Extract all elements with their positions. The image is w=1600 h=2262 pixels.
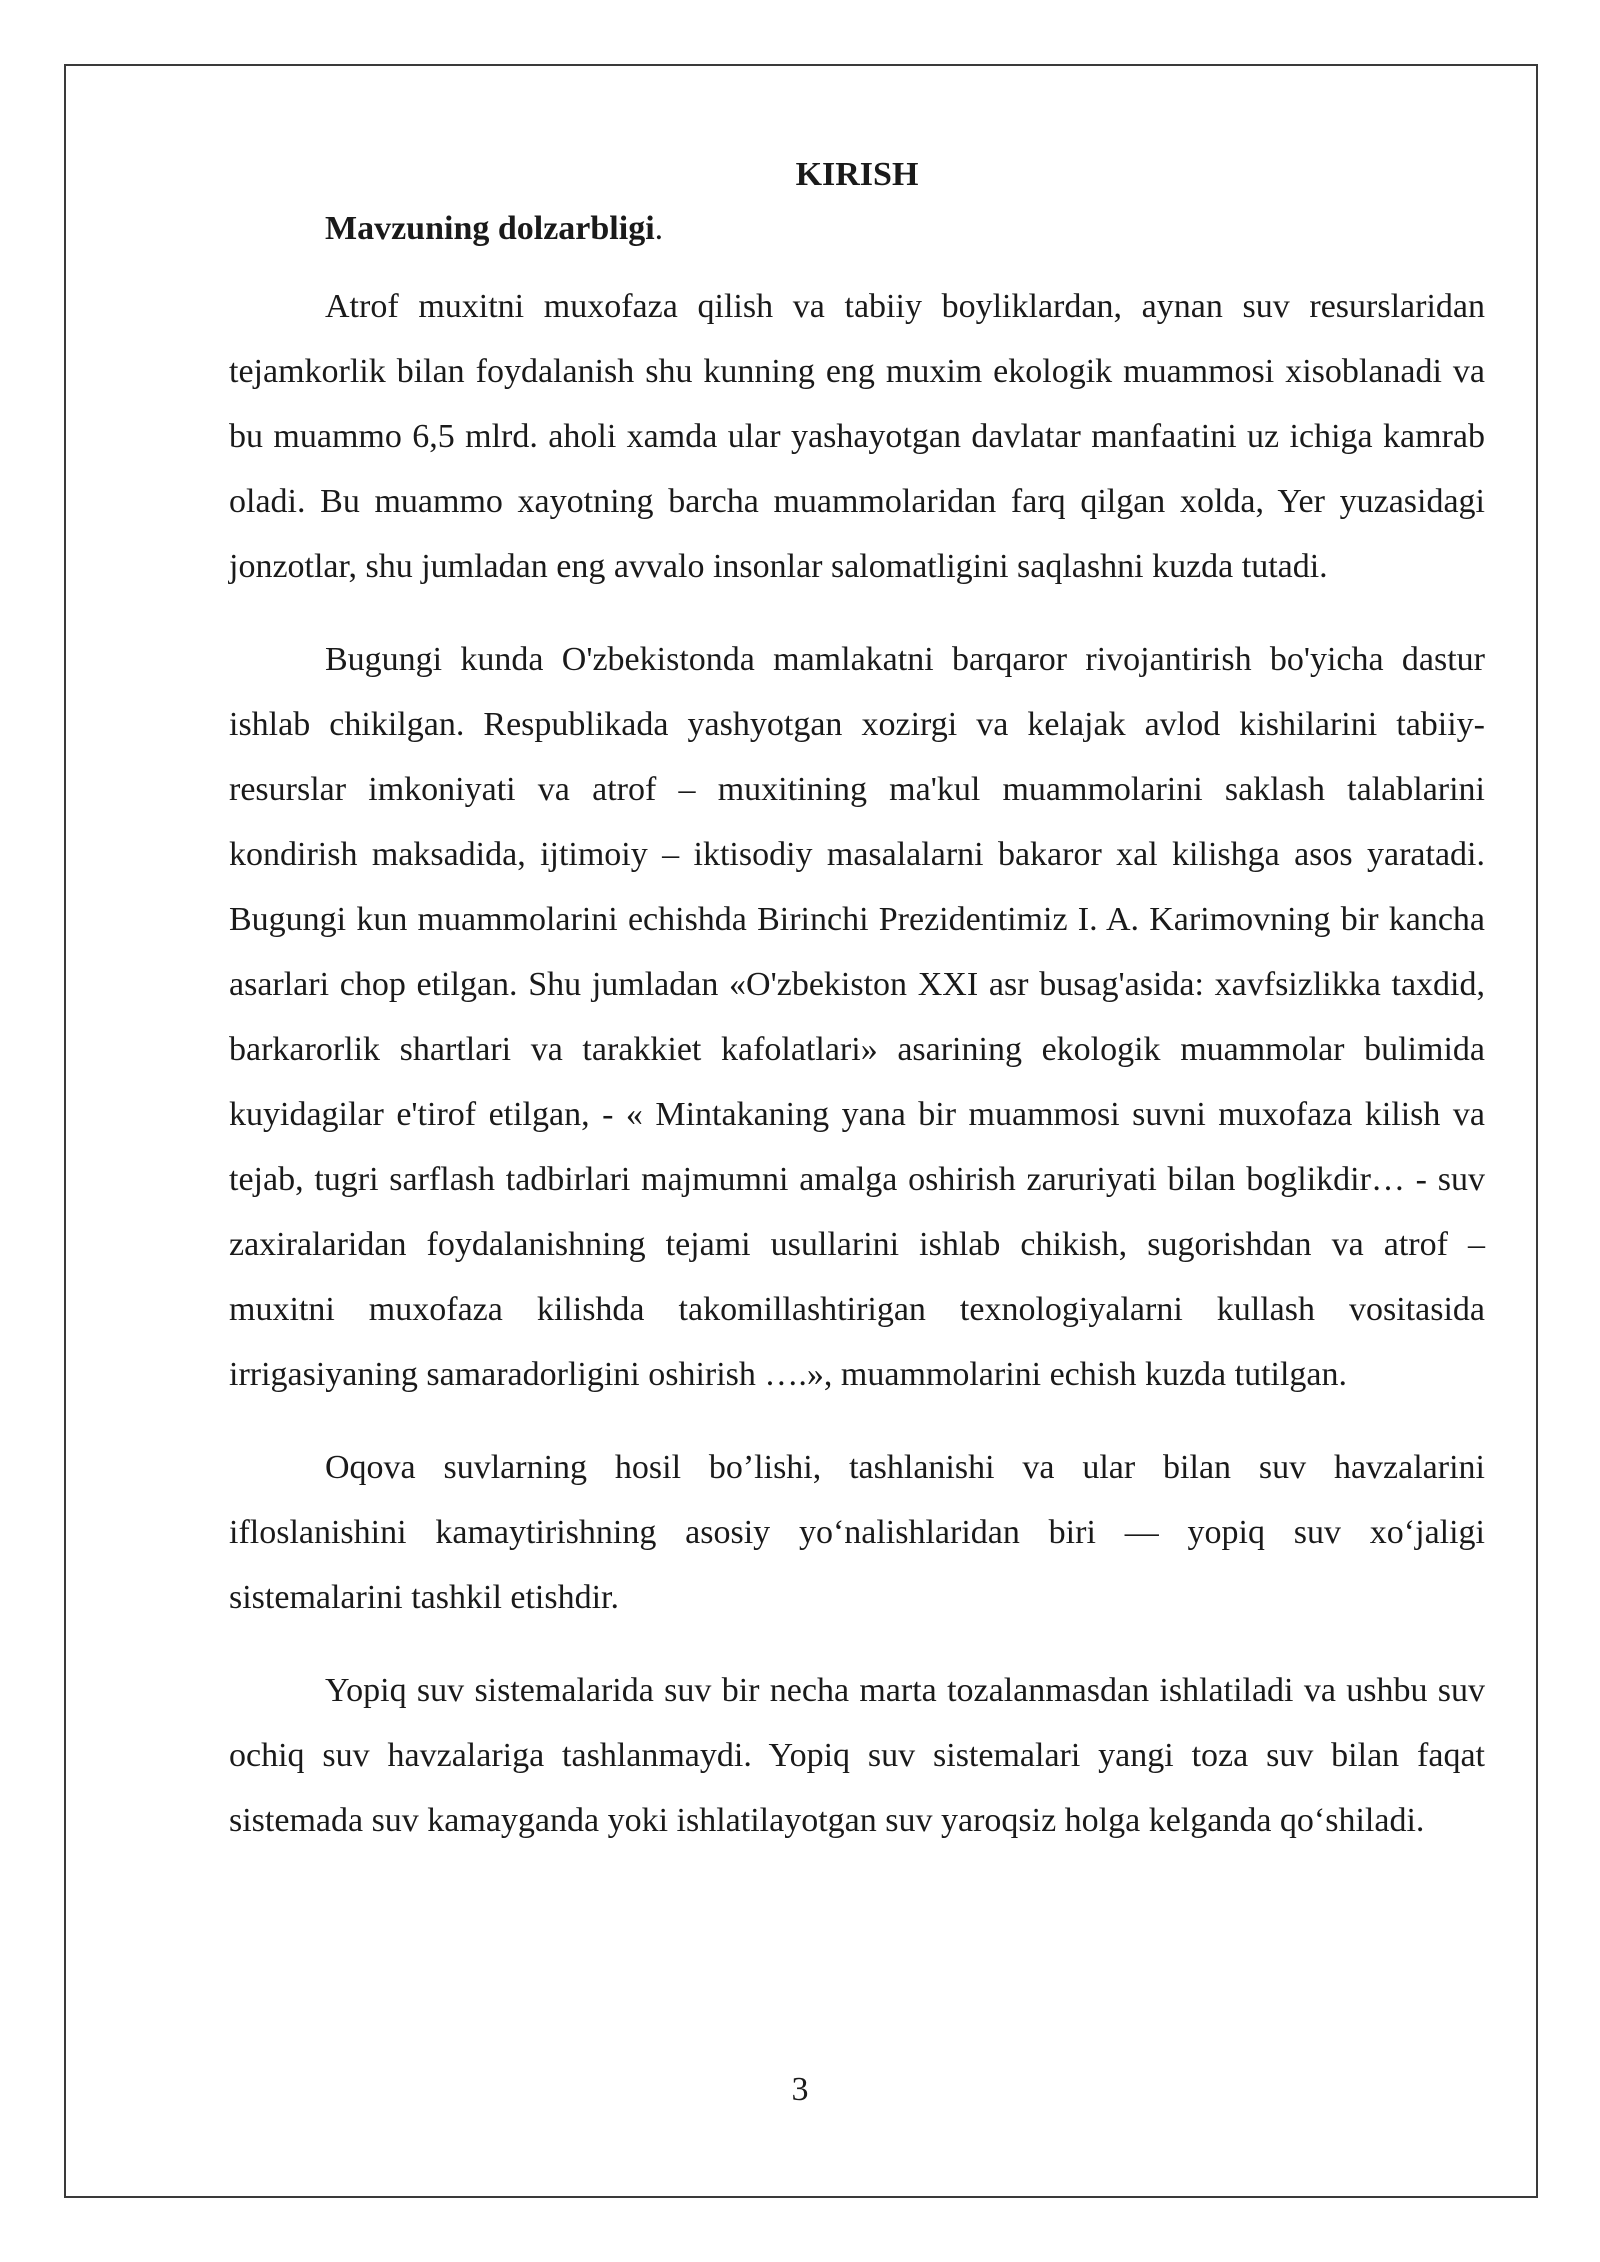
paragraph-1: Atrof muxitni muxofaza qilish va tabiiy boyliklardan, aynan suv resurslaridan tejamkorlik bilan foydalanish shu kunning eng muxim ekologik muammosi xisoblanadi va bu muammo 6,5 mlrd. aholi xamda ular yashayotgan davlatar manfaatini uz ichiga kamrab oladi. Bu muammo xayotning barcha muammolaridan farq qilgan xolda, Yer yuzasidagi jonzotlar, shu jumladan eng avvalo insonlar salomatligini saqlashni kuzda tutadi. xyxy=(229,288,1485,585)
page-content xyxy=(229,150,1485,1881)
paragraph-4: Yopiq suv sistemalarida suv bir necha marta tozalanmasdan ishlatiladi va ushbu suv ochiq suv havzalariga tashlanmaydi. Yopiq suv sistemalari yangi toza suv bilan faqat sistemada suv kamayganda yoki ishlatilayotgan suv yaroqsiz holga kelganda qo‘shiladi. xyxy=(229,1672,1485,1839)
subsection-title-text: Mavzuning dolzarbligi xyxy=(325,210,655,247)
paragraph-2: Bugungi kunda O'zbekistonda mamlakatni barqaror rivojantirish bo'yicha dastur ishlab chikilgan. Respublikada yashyotgan xozirgi va kelajak avlod kishilarini tabiiy- resurslar imkoniyati va atrof – muxitining ma'kul muammolarini saklash talablarini kondirish maksadida, ijtimoiy – iktisodiy masalalarni bakaror xal kilishga asos yaratadi. Bugungi kun muammolarini echishda Birinchi Prezidentimiz I. A. Karimovning bir kancha asarlari chop etilgan. Shu jumladan «O'zbekiston XXI asr busag'asida: xavfsizlikka taxdid, barkarorlik shartlari va tarakkiet kafolatlari» asarining ekologik muammolar bulimida kuyidagilar e'tirof etilgan, - « Mintakaning yana bir muammosi suvni muxofaza kilish va tejab, tugri sarflash tadbirlari majmumni amalga oshirish zaruriyati bilan boglikdir… - suv zaxiralaridan foydalanishning tejami usullarini ishlab chikish, sugorishdan va atrof – muxitni muxofaza kilishda takomillashtirigan texnologiyalarni kullash vositasida irrigasiyaning samaradorligini oshirish ….», muammolarini echish kuzda tutilgan. xyxy=(229,641,1485,1393)
page-number: 3 xyxy=(791,2071,809,2108)
subsection-title-suffix: . xyxy=(654,210,664,247)
subsection-title xyxy=(229,200,1485,258)
paragraph-3: Oqova suvlarning hosil bo’lishi, tashlanishi va ular bilan suv havzalarini ifloslanishini kamaytirishning asosiy yo‘nalishlaridan biri — yopiq suv xo‘jaligi sistemalarini tashkil etishdir. xyxy=(229,1449,1485,1616)
section-heading: KIRISH xyxy=(795,156,919,193)
